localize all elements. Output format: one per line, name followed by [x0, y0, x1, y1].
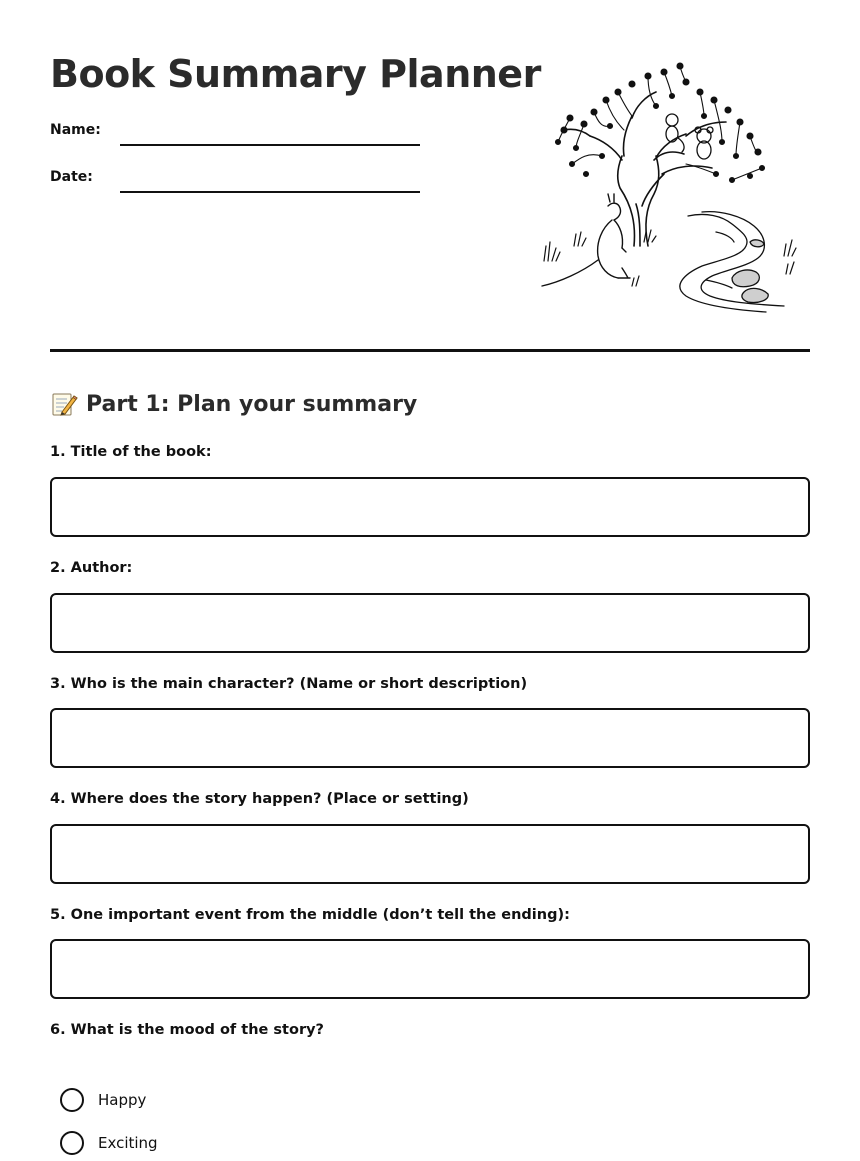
- radio-button-happy[interactable]: [60, 1088, 84, 1112]
- koala-icon: [695, 127, 713, 159]
- tree-illustration: [536, 56, 802, 318]
- mood-option-label: Happy: [98, 1091, 147, 1109]
- page-title: Book Summary Planner: [50, 52, 541, 96]
- question-2-label: 2. Author:: [50, 560, 133, 576]
- tree-foliage-icon: [556, 63, 765, 183]
- radio-button-exciting[interactable]: [60, 1131, 84, 1155]
- answer-box-4[interactable]: [50, 824, 810, 884]
- mood-option-happy[interactable]: [60, 1087, 146, 1113]
- memo-icon: [50, 390, 78, 418]
- date-line[interactable]: [120, 191, 420, 193]
- answer-box-1[interactable]: [50, 477, 810, 537]
- name-field[interactable]: [50, 120, 420, 146]
- question-5-label: 5. One important event from the middle (don’t tell the ending):: [50, 907, 570, 923]
- date-field[interactable]: [50, 167, 420, 193]
- part1-heading-text: Part 1: Plan your summary: [86, 391, 418, 417]
- question-6-label: 6. What is the mood of the story?: [50, 1022, 324, 1038]
- possum-icon: [666, 114, 684, 152]
- date-label: Date:: [50, 169, 93, 185]
- kangaroo-icon: [542, 194, 630, 286]
- mood-option-exciting[interactable]: [60, 1130, 158, 1156]
- answer-box-5[interactable]: [50, 939, 810, 999]
- rocks-icon: [732, 240, 768, 303]
- name-line[interactable]: [120, 144, 420, 146]
- question-3-label: 3. Who is the main character? (Name or short description): [50, 676, 528, 692]
- header-divider: [50, 349, 810, 352]
- question-1-label: 1. Title of the book:: [50, 444, 212, 460]
- answer-box-3[interactable]: [50, 708, 810, 768]
- part1-heading: [50, 388, 417, 420]
- name-label: Name:: [50, 122, 101, 138]
- question-4-label: 4. Where does the story happen? (Place or setting): [50, 791, 469, 807]
- answer-box-2[interactable]: [50, 593, 810, 653]
- mood-option-label: Exciting: [98, 1134, 158, 1152]
